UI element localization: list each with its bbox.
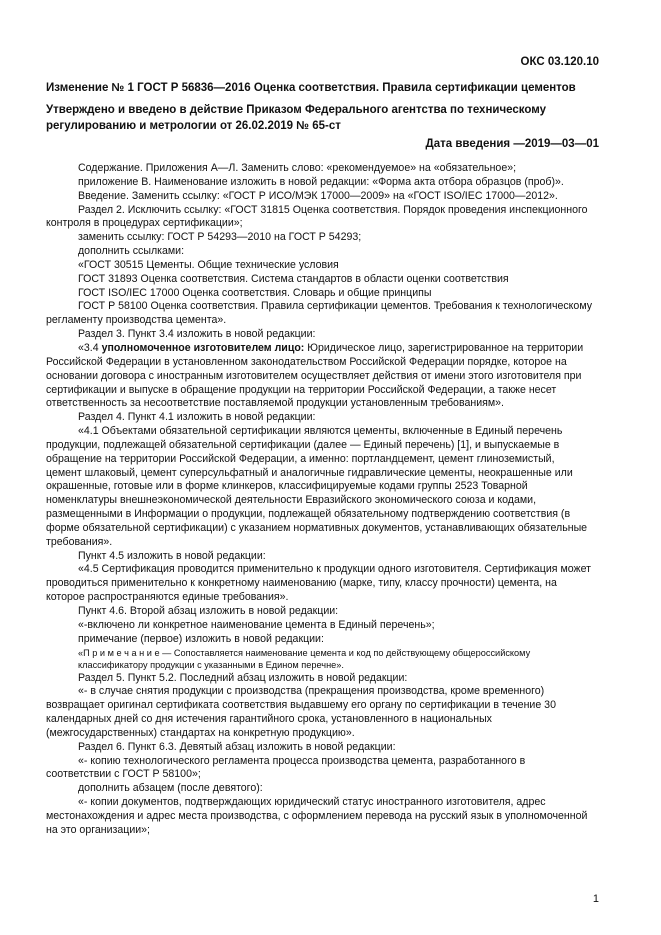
paragraph: дополнить ссылками: xyxy=(78,245,185,258)
paragraph: «4.5 Сертификация проводится применительно к продукции одного изготовителя. Сертификация может проводиться применительно к конкретному наименованию (марке, типу, классу прочности) цемента, на которое распространяются единые требования». xyxy=(46,563,591,604)
definition-term: уполномоченное изготовителем лицо: xyxy=(101,341,305,354)
paragraph: Пункт 4.6. Второй абзац изложить в новой редакции: xyxy=(78,605,339,617)
amendment-title: Изменение № 1 ГОСТ Р 56836—2016 Оценка соответствия. Правила сертификации цементов xyxy=(46,82,576,94)
paragraph: Раздел 5. Пункт 5.2. Последний абзац изложить в новой редакции: xyxy=(78,671,408,684)
paragraph: заменить ссылку: ГОСТ Р 54293—2010 на ГОСТ Р 54293; xyxy=(78,231,362,244)
note: «П р и м е ч а н и е — Сопоставляется наименование цемента и код по действующему общероссийскому классификатору продукции с указанными в Едином перечне». xyxy=(78,647,531,671)
paragraph: дополнить абзацем (после девятого): xyxy=(78,782,263,795)
paragraph: «-включено ли конкретное наименование цемента в Единый перечень»; xyxy=(78,618,435,631)
document-body xyxy=(46,162,593,838)
definition-prefix: «3.4 xyxy=(78,341,102,354)
paragraph: «ГОСТ 30515 Цементы. Общие технические условия xyxy=(78,258,339,271)
paragraph: ГОСТ 31893 Оценка соответствия. Система стандартов в области оценки соответствия xyxy=(78,272,509,285)
paragraph: Раздел 6. Пункт 6.3. Девятый абзац изложить в новой редакции: xyxy=(78,740,396,753)
paragraph: «- в случае снятия продукции с производства (прекращения производства, кроме временного) возвращает оригинал сертификата соответствия выдавшему его органу по сертификации в течение 30 календарных дней со дня истечения гарантийного срока, установленного в национальных (межгосударственных) стандартах на конкретную продукцию». xyxy=(46,685,556,739)
paragraph: «- копии документов, подтверждающих юридический статус иностранного изготовителя, адрес местонахождения и адрес места производства, с оформлением перевода на русский язык в уполномоченной на это организации»; xyxy=(46,796,588,836)
paragraph: ГОСТ Р 58100 Оценка соответствия. Правила сертификации цементов. Требования к технологическому регламенту производства цемента». xyxy=(46,300,593,327)
paragraph: приложение В. Наименование изложить в новой редакции: «Форма акта отбора образцов (проб)». xyxy=(78,175,564,188)
paragraph: «4.1 Объектами обязательной сертификации являются цементы, включенные в Единый перечень продукции, подлежащей обязательной сертификации (далее — Единый перечень) [1], и выпускаемые в обращение на территории Российской Федерации, а именно: портландцемент, цемент глиноземистый, цемент шлаковый, цемент суперсульфатный и аналогичные гидравлические цементы, неокрашенные или окрашенные, готовые или в форме клинкеров, классифицируемые кодами группы 2523 Товарной номенклатуры внешнеэкономической деятельности Евразийского экономического союза и кодами, размещенными в Информации о продукции, подлежащей обязательному подтверждению соответствия (в форме обязательной сертификации) с указанием нормативных документов, устанавливающих обязательные требования». xyxy=(46,425,588,548)
paragraph: Введение. Заменить ссылку: «ГОСТ Р ИСО/МЭК 17000—2009» на «ГОСТ ISO/IEC 17000—2012». xyxy=(78,189,558,202)
paragraph: Пункт 4.5 изложить в новой редакции: xyxy=(78,549,266,562)
paragraph: ГОСТ ISO/IEC 17000 Оценка соответствия. Словарь и общие принципы xyxy=(78,286,432,299)
paragraph: примечание (первое) изложить в новой редакции: xyxy=(78,632,324,645)
paragraph: Раздел 3. Пункт 3.4 изложить в новой редакции: xyxy=(78,328,316,341)
definition-paragraph xyxy=(46,342,593,411)
paragraph: Раздел 2. Исключить ссылку: «ГОСТ 31815 Оценка соответствия. Порядок проведения инспекционного контроля в процедурах сертификации»; xyxy=(46,203,588,230)
effective-date: Дата введения —2019—03—01 xyxy=(425,138,599,150)
approval-statement: Утверждено и введено в действие Приказом Федерального агентства по техническому регулированию и метрологии от 26.02.2019 № 65-ст xyxy=(46,104,547,132)
paragraph: Содержание. Приложения А—Л. Заменить слово: «рекомендуемое» на «обязательное»; xyxy=(78,162,517,174)
definition-text: Юридическое лицо, зарегистрированное на территории Российской Федерации в установленном законодательством Российской Федерации порядке, которое на основании договора с иностранным изготовителем осуществляет действия от имени этого изготовителя при сертификации и выпуске в обращение продукции на территории Российской Федерации, а также несет ответственность за несоответствие поставляемой продукции установленным требованиям». xyxy=(46,341,584,410)
paragraph: Раздел 4. Пункт 4.1 изложить в новой редакции: xyxy=(78,411,316,424)
page-number: 1 xyxy=(592,893,599,905)
paragraph: «- копию технологического регламента процесса производства цемента, разработанного в соответствии с ГОСТ Р 58100»; xyxy=(46,754,526,781)
classifier-code: ОКС 03.120.10 xyxy=(520,56,599,68)
